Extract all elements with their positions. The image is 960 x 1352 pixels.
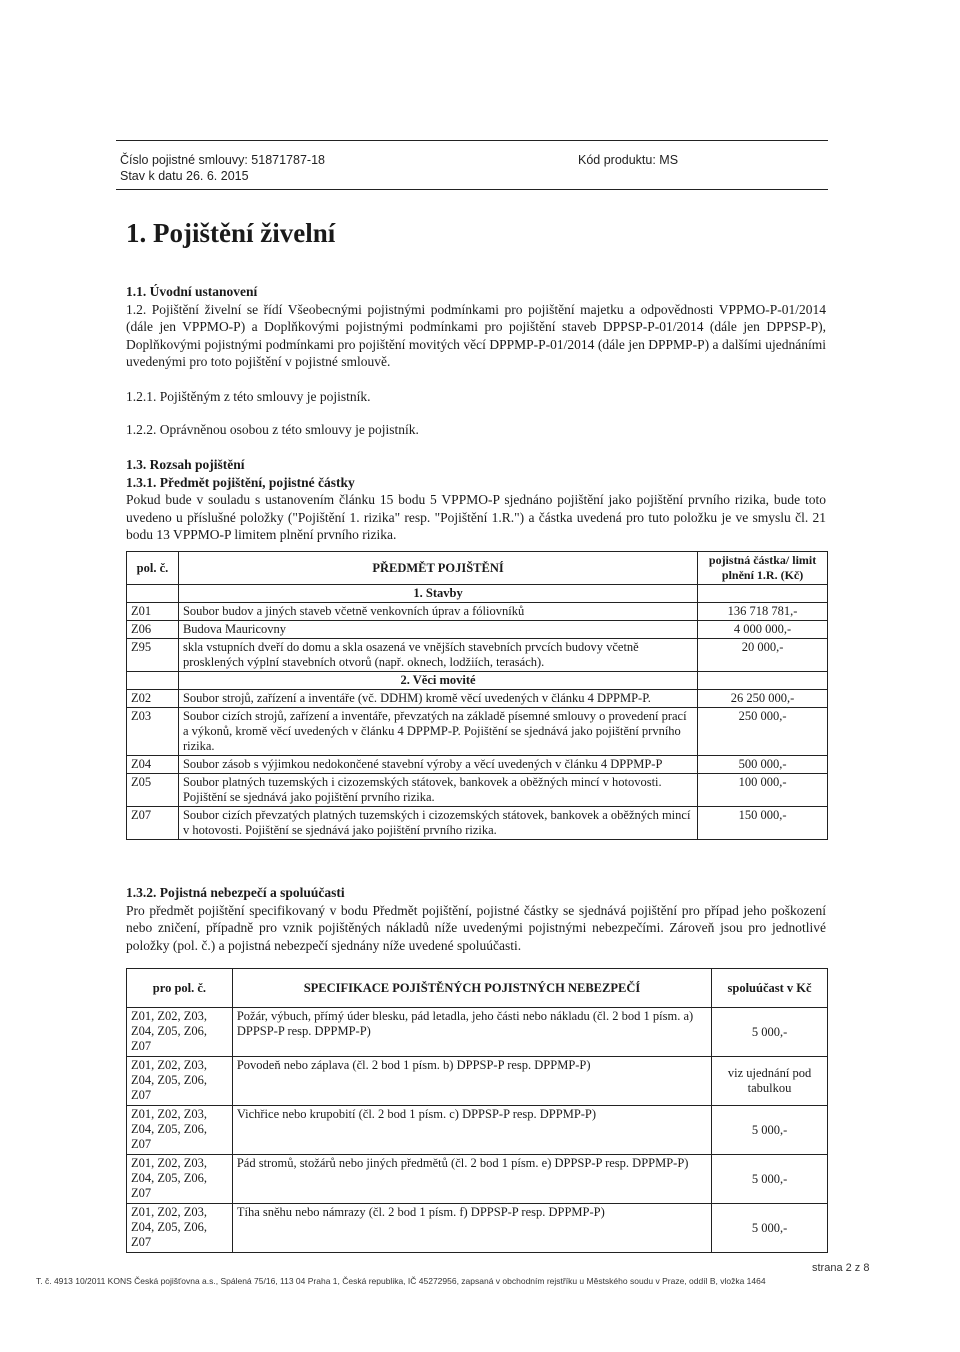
table-row	[127, 1008, 828, 1057]
table-row	[127, 708, 828, 756]
table-row	[127, 807, 828, 840]
section-1-1	[126, 283, 826, 439]
item-text: Soubor zásob s výjimkou nedokončené stavební výroby a věcí uvedených v článku 4 DPPMP-P	[178, 756, 697, 774]
section-1-3-1-paragraph: Pokud bude v souladu s ustanovením článku 15 bodu 5 VPPMO-P sjednáno pojištění jako pojištění prvního rizika, bude toto uvedeno u příslušné položky ("Pojištění 1. rizika" resp. "Pojištění 1.R.") a částka uvedená pro tuto položku je ve smyslu čl. 21 bodu 13 VPPMO-P limitem plnění prvního rizika.	[126, 492, 826, 542]
policy-number: Číslo pojistné smlouvy: 51871787-18	[120, 153, 325, 167]
col-deductible: spoluúčast v Kč	[712, 969, 828, 1008]
peril-pol: Z01, Z02, Z03, Z04, Z05, Z06, Z07	[127, 1106, 233, 1155]
item-amount: 150 000,-	[698, 807, 828, 840]
page-number: strana 2 z 8	[812, 1262, 870, 1274]
section-1-3-2-heading: 1.3.2. Pojistná nebezpečí a spoluúčasti	[126, 885, 345, 900]
table-row	[127, 774, 828, 807]
table-row	[127, 1106, 828, 1155]
peril-text: Povodeň nebo záplava (čl. 2 bod 1 písm. b) DPPSP-P resp. DPPMP-P)	[232, 1057, 711, 1106]
header-top-rule	[116, 140, 828, 141]
item-amount: 250 000,-	[698, 708, 828, 756]
item-text: Soubor budov a jiných staveb včetně venkovních úprav a fóliovníků	[178, 603, 697, 621]
table-row	[127, 1057, 828, 1106]
item-text: Soubor platných tuzemských i cizozemských státovek, bankovek a oběžných mincí v hotovosti. Pojištění se sjednává jako pojištění prvního rizika.	[178, 774, 697, 807]
perils-table	[126, 968, 828, 1253]
item-amount: 500 000,-	[698, 756, 828, 774]
item-text: Budova Mauricovny	[178, 621, 697, 639]
col-amount: pojistná částka/ limit plnění 1.R. (Kč)	[698, 552, 828, 585]
item-pol: Z06	[127, 621, 179, 639]
peril-deductible: 5 000,-	[712, 1155, 828, 1204]
item-amount: 136 718 781,-	[698, 603, 828, 621]
beneficiary-clause: 1.2.2. Oprávněnou osobou z této smlouvy je pojistník.	[126, 422, 419, 437]
section-1-3-2	[126, 884, 826, 954]
section-1-3-1-heading: 1.3.1. Předmět pojištění, pojistné částky	[126, 474, 355, 490]
item-text: Soubor strojů, zařízení a inventáře (vč. DDHM) kromě věcí uvedených v článku 4 DPPMP-P.	[178, 690, 697, 708]
peril-pol: Z01, Z02, Z03, Z04, Z05, Z06, Z07	[127, 1008, 233, 1057]
item-pol: Z02	[127, 690, 179, 708]
item-amount: 26 250 000,-	[698, 690, 828, 708]
policy-header	[120, 152, 325, 184]
peril-text: Tíha sněhu nebo námrazy (čl. 2 bod 1 písm. f) DPPSP-P resp. DPPMP-P)	[232, 1204, 711, 1253]
peril-text: Pád stromů, stožárů nebo jiných předmětů (čl. 2 bod 1 písm. e) DPPSP-P resp. DPPMP-P)	[232, 1155, 711, 1204]
table-row	[127, 603, 828, 621]
item-pol: Z05	[127, 774, 179, 807]
peril-deductible: 5 000,-	[712, 1106, 828, 1155]
col-pol: pro pol. č.	[127, 969, 233, 1008]
section-1-3-heading: 1.3. Rozsah pojištění	[126, 457, 245, 472]
item-amount: 4 000 000,-	[698, 621, 828, 639]
table-row	[127, 621, 828, 639]
group-label-buildings: 1. Stavby	[178, 585, 697, 603]
table-row	[127, 690, 828, 708]
col-pol: pol. č.	[127, 552, 179, 585]
insured-clause: 1.2.1. Pojištěným z této smlouvy je pojistník.	[126, 388, 371, 404]
item-pol: Z03	[127, 708, 179, 756]
peril-deductible: 5 000,-	[712, 1204, 828, 1253]
item-amount: 20 000,-	[698, 639, 828, 672]
col-spec: SPECIFIKACE POJIŠTĚNÝCH POJISTNÝCH NEBEZPEČÍ	[232, 969, 711, 1008]
item-text: Soubor cizích převzatých platných tuzemských i cizozemských státovek, bankovek a oběžných mincí v hotovosti. Pojištění se sjednává jako pojištění prvního rizika.	[178, 807, 697, 840]
status-date: Stav k datu 26. 6. 2015	[120, 169, 249, 183]
item-text: skla vstupních dveří do domu a skla osazená ve vnějších stavebních prvcích budovy včetně prosklených výplní stavebních otvorů (např. oknech, lodžiích, terasách).	[178, 639, 697, 672]
col-subject: PŘEDMĚT POJIŠTĚNÍ	[178, 552, 697, 585]
table-header-row	[127, 969, 828, 1008]
section-1-1-heading: 1.1. Úvodní ustanovení	[126, 284, 258, 299]
peril-deductible: viz ujednání pod tabulkou	[712, 1057, 828, 1106]
item-pol: Z07	[127, 807, 179, 840]
table-row	[127, 639, 828, 672]
item-pol: Z04	[127, 756, 179, 774]
group-row	[127, 672, 828, 690]
insured-items-table	[126, 551, 828, 840]
peril-pol: Z01, Z02, Z03, Z04, Z05, Z06, Z07	[127, 1155, 233, 1204]
header-bottom-rule	[116, 189, 828, 190]
peril-deductible: 5 000,-	[712, 1008, 828, 1057]
item-pol: Z95	[127, 639, 179, 672]
group-row	[127, 585, 828, 603]
table-row	[127, 1204, 828, 1253]
group-label-movables: 2. Věci movité	[178, 672, 697, 690]
peril-text: Požár, výbuch, přímý úder blesku, pád letadla, jeho části nebo nákladu (čl. 2 bod 1 písm. a) DPPSP-P resp. DPPMP-P)	[232, 1008, 711, 1057]
table-header-row	[127, 552, 828, 585]
table-row	[127, 1155, 828, 1204]
section-1-2-paragraph: 1.2. Pojištění živelní se řídí Všeobecnými pojistnými podmínkami pro pojištění majetku a odpovědnosti VPPMO-P-01/2014 (dále jen VPPMO-P) a Doplňkovými pojistnými podmínkami pro pojištění staveb DPPSP-P-01/2014 (dále jen DPPSP-P), Doplňkovými pojistnými podmínkami pro pojištění movitých věcí DPPMP-P-01/2014 (dále jen DPPMP-P) a dalšími ujednáními uvedenými pro toto pojištění v pojistné smlouvě.	[126, 301, 826, 369]
peril-pol: Z01, Z02, Z03, Z04, Z05, Z06, Z07	[127, 1057, 233, 1106]
section-1-3-2-paragraph: Pro předmět pojištění specifikovaný v bodu Předmět pojištění, pojistné částky se sjednává pojištění pro případ jeho poškození nebo zničení, případně pro vznik pojištěných nákladů níže uvedenými pojistnými nebezpečími. Zároveň jsou pro jednotlivé položky (pol. č.) a pojistná nebezpečí sjednány níže uvedené spoluúčasti.	[126, 902, 826, 953]
table-row	[127, 756, 828, 774]
peril-text: Vichřice nebo krupobití (čl. 2 bod 1 písm. c) DPPSP-P resp. DPPMP-P)	[232, 1106, 711, 1155]
product-code: Kód produktu: MS	[578, 153, 679, 167]
section-title: 1. Pojištění živelní	[126, 218, 336, 248]
footer-legal: T. č. 4913 10/2011 KONS Česká pojišťovna a.s., Spálená 75/16, 113 04 Praha 1, Česká republika, IČ 45272956, zapsaná v obchodním rejstříku u Městského soudu v Praze, oddíl B, vložka 1464	[36, 1276, 766, 1286]
section-1-3	[126, 456, 826, 544]
item-amount: 100 000,-	[698, 774, 828, 807]
item-text: Soubor cizích strojů, zařízení a inventáře, převzatých na základě písemné smlouvy o provedení prací a výkonů, kromě věcí uvedených v článku 4 DPPMP-P. Pojištění se sjednává jako pojištění prvního rizika.	[178, 708, 697, 756]
peril-pol: Z01, Z02, Z03, Z04, Z05, Z06, Z07	[127, 1204, 233, 1253]
item-pol: Z01	[127, 603, 179, 621]
